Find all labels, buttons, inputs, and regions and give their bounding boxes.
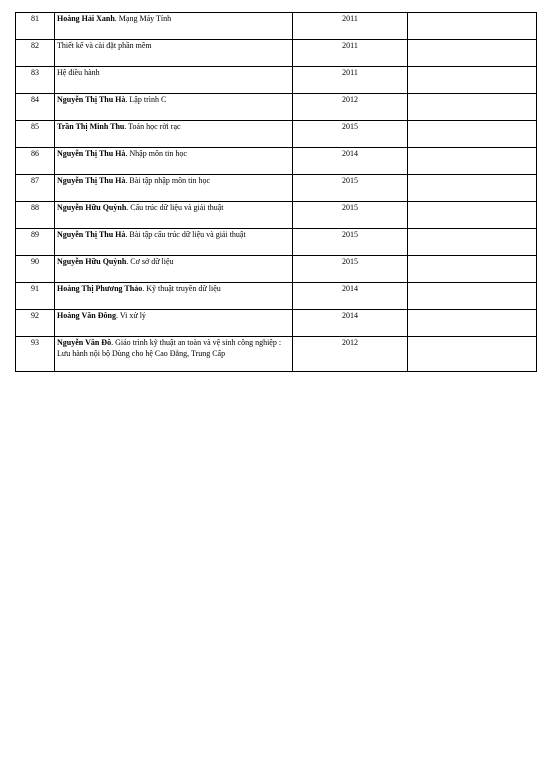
book-author: Hoàng Văn Đông (57, 311, 116, 320)
publication-year: 2015 (293, 175, 408, 202)
book-author: Trần Thị Minh Thu (57, 122, 125, 131)
row-number: 82 (16, 40, 55, 67)
book-title: . Kỹ thuật truyền dữ liệu (142, 284, 221, 293)
book-entry (55, 337, 293, 372)
book-author: Hoàng Hải Xanh (57, 14, 115, 23)
notes-cell (408, 256, 537, 283)
book-entry (55, 283, 293, 310)
publication-year: 2011 (293, 40, 408, 67)
publication-year: 2015 (293, 121, 408, 148)
book-title: Hệ điều hành (57, 68, 100, 77)
row-number: 92 (16, 310, 55, 337)
notes-cell (408, 13, 537, 40)
notes-cell (408, 148, 537, 175)
book-title: . Bài tập nhập môn tin học (125, 176, 211, 185)
book-title: . Cấu trúc dữ liệu và giải thuật (126, 203, 224, 212)
publication-year: 2011 (293, 13, 408, 40)
book-entry (55, 202, 293, 229)
notes-cell (408, 310, 537, 337)
table-row (16, 202, 537, 229)
table-row (16, 148, 537, 175)
row-number: 93 (16, 337, 55, 372)
book-title: . Mạng Máy Tính (114, 14, 172, 23)
table-row (16, 337, 537, 372)
book-title: . Vi xử lý (115, 311, 146, 320)
book-entry (55, 175, 293, 202)
publication-year: 2012 (293, 337, 408, 372)
book-entry (55, 256, 293, 283)
publication-year: 2015 (293, 256, 408, 283)
book-entry (55, 121, 293, 148)
notes-cell (408, 121, 537, 148)
row-number: 81 (16, 13, 55, 40)
table-row (16, 310, 537, 337)
book-title: . Nhập môn tin học (125, 149, 187, 158)
row-number: 88 (16, 202, 55, 229)
publication-year: 2015 (293, 202, 408, 229)
table-row (16, 94, 537, 121)
notes-cell (408, 202, 537, 229)
row-number: 86 (16, 148, 55, 175)
book-author: Nguyễn Hữu Quỳnh (57, 203, 127, 212)
book-title: . Giáo trình kỹ thuật an toàn và vệ sinh công nghiệp : Lưu hành nội bộ Dùng cho hệ Cao Đẳng, Trung Cấp (57, 338, 282, 358)
table-row (16, 229, 537, 256)
book-title: Thiết kế và cài đặt phần mềm (57, 41, 152, 50)
publication-year: 2014 (293, 148, 408, 175)
book-title: . Bài tập cấu trúc dữ liệu và giải thuật (125, 230, 246, 239)
row-number: 84 (16, 94, 55, 121)
row-number: 85 (16, 121, 55, 148)
row-number: 83 (16, 67, 55, 94)
row-number: 87 (16, 175, 55, 202)
table-row (16, 13, 537, 40)
book-author: Nguyễn Thị Thu Hà (57, 149, 126, 158)
book-entry (55, 67, 293, 94)
book-entry (55, 13, 293, 40)
book-entry (55, 40, 293, 67)
book-author: Nguyễn Thị Thu Hà (57, 230, 126, 239)
book-title: . Lập trình C (125, 95, 167, 104)
notes-cell (408, 229, 537, 256)
book-entry (55, 148, 293, 175)
table-row (16, 256, 537, 283)
book-author: Nguyễn Thị Thu Hà (57, 176, 126, 185)
notes-cell (408, 40, 537, 67)
table-row (16, 283, 537, 310)
table-row (16, 40, 537, 67)
book-entry (55, 229, 293, 256)
book-entry (55, 310, 293, 337)
notes-cell (408, 94, 537, 121)
notes-cell (408, 67, 537, 94)
book-list-table (15, 12, 537, 372)
book-author: Nguyễn Văn Đô (57, 338, 112, 347)
notes-cell (408, 283, 537, 310)
row-number: 90 (16, 256, 55, 283)
publication-year: 2012 (293, 94, 408, 121)
document-page (15, 12, 537, 372)
book-author: Hoàng Thị Phương Thảo (57, 284, 143, 293)
book-entry (55, 94, 293, 121)
publication-year: 2015 (293, 229, 408, 256)
publication-year: 2011 (293, 67, 408, 94)
book-author: Nguyễn Thị Thu Hà (57, 95, 126, 104)
publication-year: 2014 (293, 310, 408, 337)
row-number: 91 (16, 283, 55, 310)
publication-year: 2014 (293, 283, 408, 310)
book-title: . Toán học rời rạc (124, 122, 181, 131)
book-title: . Cơ sở dữ liệu (126, 257, 174, 266)
book-author: Nguyễn Hữu Quỳnh (57, 257, 127, 266)
row-number: 89 (16, 229, 55, 256)
notes-cell (408, 175, 537, 202)
table-row (16, 67, 537, 94)
table-row (16, 175, 537, 202)
notes-cell (408, 337, 537, 372)
table-row (16, 121, 537, 148)
